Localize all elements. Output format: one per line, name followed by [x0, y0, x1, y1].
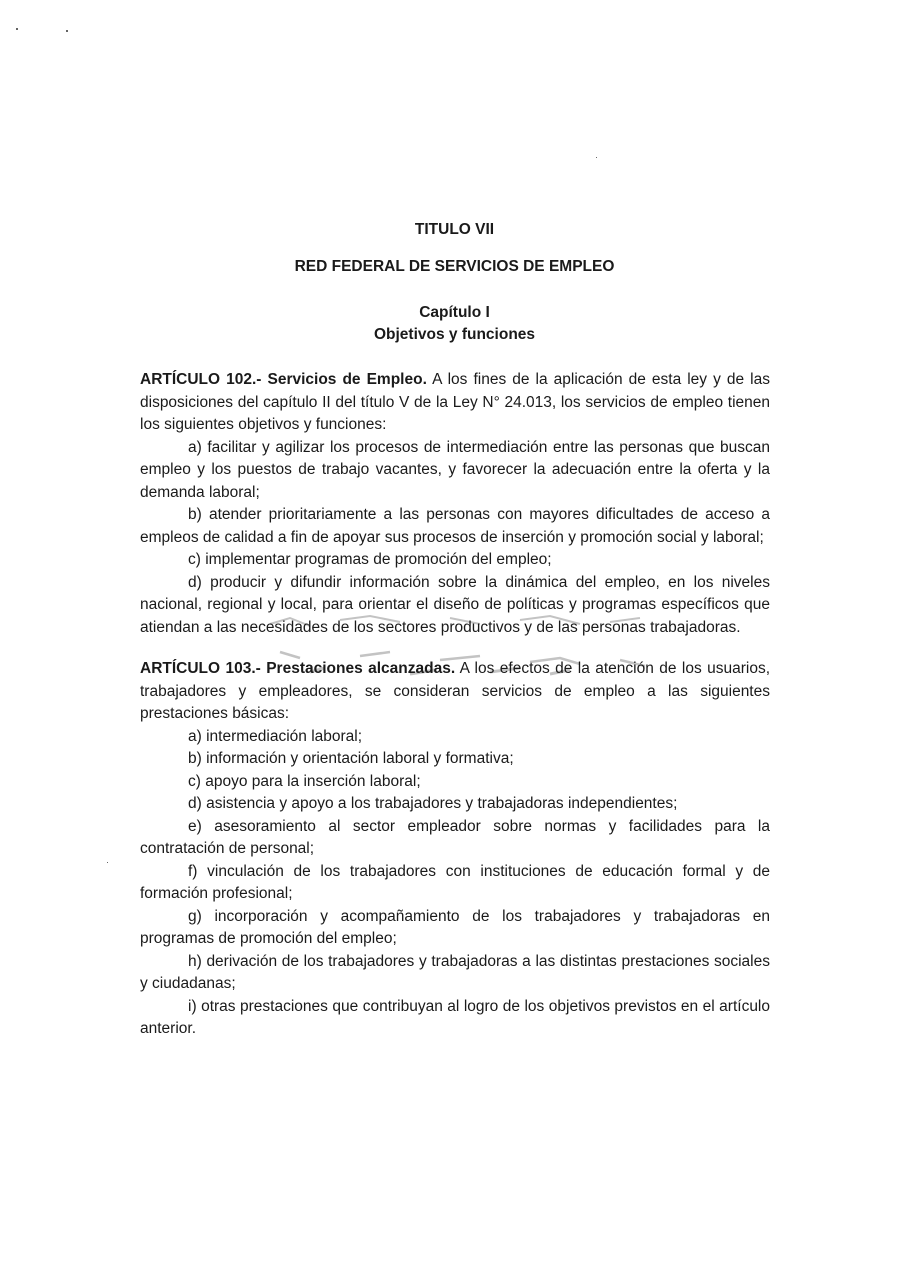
article-102-intro-text: A los fines de la aplicación de esta ley y de las disposiciones del capítulo II del título V de la Ley N° 24.013, los servicios de empleo tienen los siguientes objetivos y funciones:: [140, 371, 770, 433]
article-102-item-d: d) producir y difundir información sobre la dinámica del empleo, en los niveles nacional, regional y local, para orientar el diseño de políticas y programas específicos que atiendan a las necesidades de los sectores productivos y de las personas trabajadoras.: [140, 573, 770, 636]
article-103-item-b: b) información y orientación laboral y formativa;: [188, 750, 514, 767]
objetivos-heading: Objetivos y funciones: [373, 326, 536, 343]
article-102-item-a: a) facilitar y agilizar los procesos de intermediación entre las personas que buscan empleo y los puestos de trabajo vacantes, y favorecer la adecuación entre la oferta y la demanda laboral;: [140, 438, 770, 501]
article-103-item-c: c) apoyo para la inserción laboral;: [188, 772, 421, 790]
article-103-item-d: d) asistencia y apoyo a los trabajadores y trabajadoras independientes;: [188, 795, 678, 812]
scan-speck: [16, 28, 18, 30]
article-103-intro-text: A los efectos de la atención de los usuarios, trabajadores y empleadores, se consideran servicios de empleo a las siguientes prestaciones básicas:: [140, 660, 770, 722]
scan-speck: [596, 157, 597, 158]
titulo-heading: TITULO VII: [414, 221, 495, 238]
scan-speck: [107, 862, 108, 863]
scan-speck: [66, 30, 68, 32]
red-federal-heading: RED FEDERAL DE SERVICIOS DE EMPLEO: [294, 258, 615, 275]
article-102-item-b: b) atender prioritariamente a las personas con mayores dificultades de acceso a empleos de calidad a fin de apoyar sus procesos de inserción y promoción social y laboral;: [140, 506, 770, 546]
article-103-item-g: g) incorporación y acompañamiento de los trabajadores y trabajadoras en programas de promoción del empleo;: [140, 907, 770, 947]
article-103-item-h: h) derivación de los trabajadores y trabajadoras a las distintas prestaciones sociales y ciudadanas;: [140, 952, 770, 992]
article-103-intro: [140, 658, 770, 726]
article-103-title: ARTÍCULO 103.- Prestaciones alcanzadas.: [140, 660, 456, 677]
section-gap: [140, 639, 770, 658]
article-102-item-c: c) implementar programas de promoción del empleo;: [188, 551, 552, 568]
document-body: [140, 369, 770, 1041]
article-102-intro: [140, 369, 770, 437]
article-102-title: ARTÍCULO 102.- Servicios de Empleo.: [140, 371, 427, 388]
article-103-item-i: i) otras prestaciones que contribuyan al logro de los objetivos previstos en el artículo anterior.: [140, 997, 770, 1037]
article-103-item-a: a) intermediación laboral;: [188, 727, 363, 745]
capitulo-heading: Capítulo I: [419, 304, 490, 321]
article-103-item-f: f) vinculación de los trabajadores con instituciones de educación formal y de formación profesional;: [140, 862, 770, 902]
article-103-item-e: e) asesoramiento al sector empleador sobre normas y facilidades para la contratación de personal;: [140, 817, 770, 857]
